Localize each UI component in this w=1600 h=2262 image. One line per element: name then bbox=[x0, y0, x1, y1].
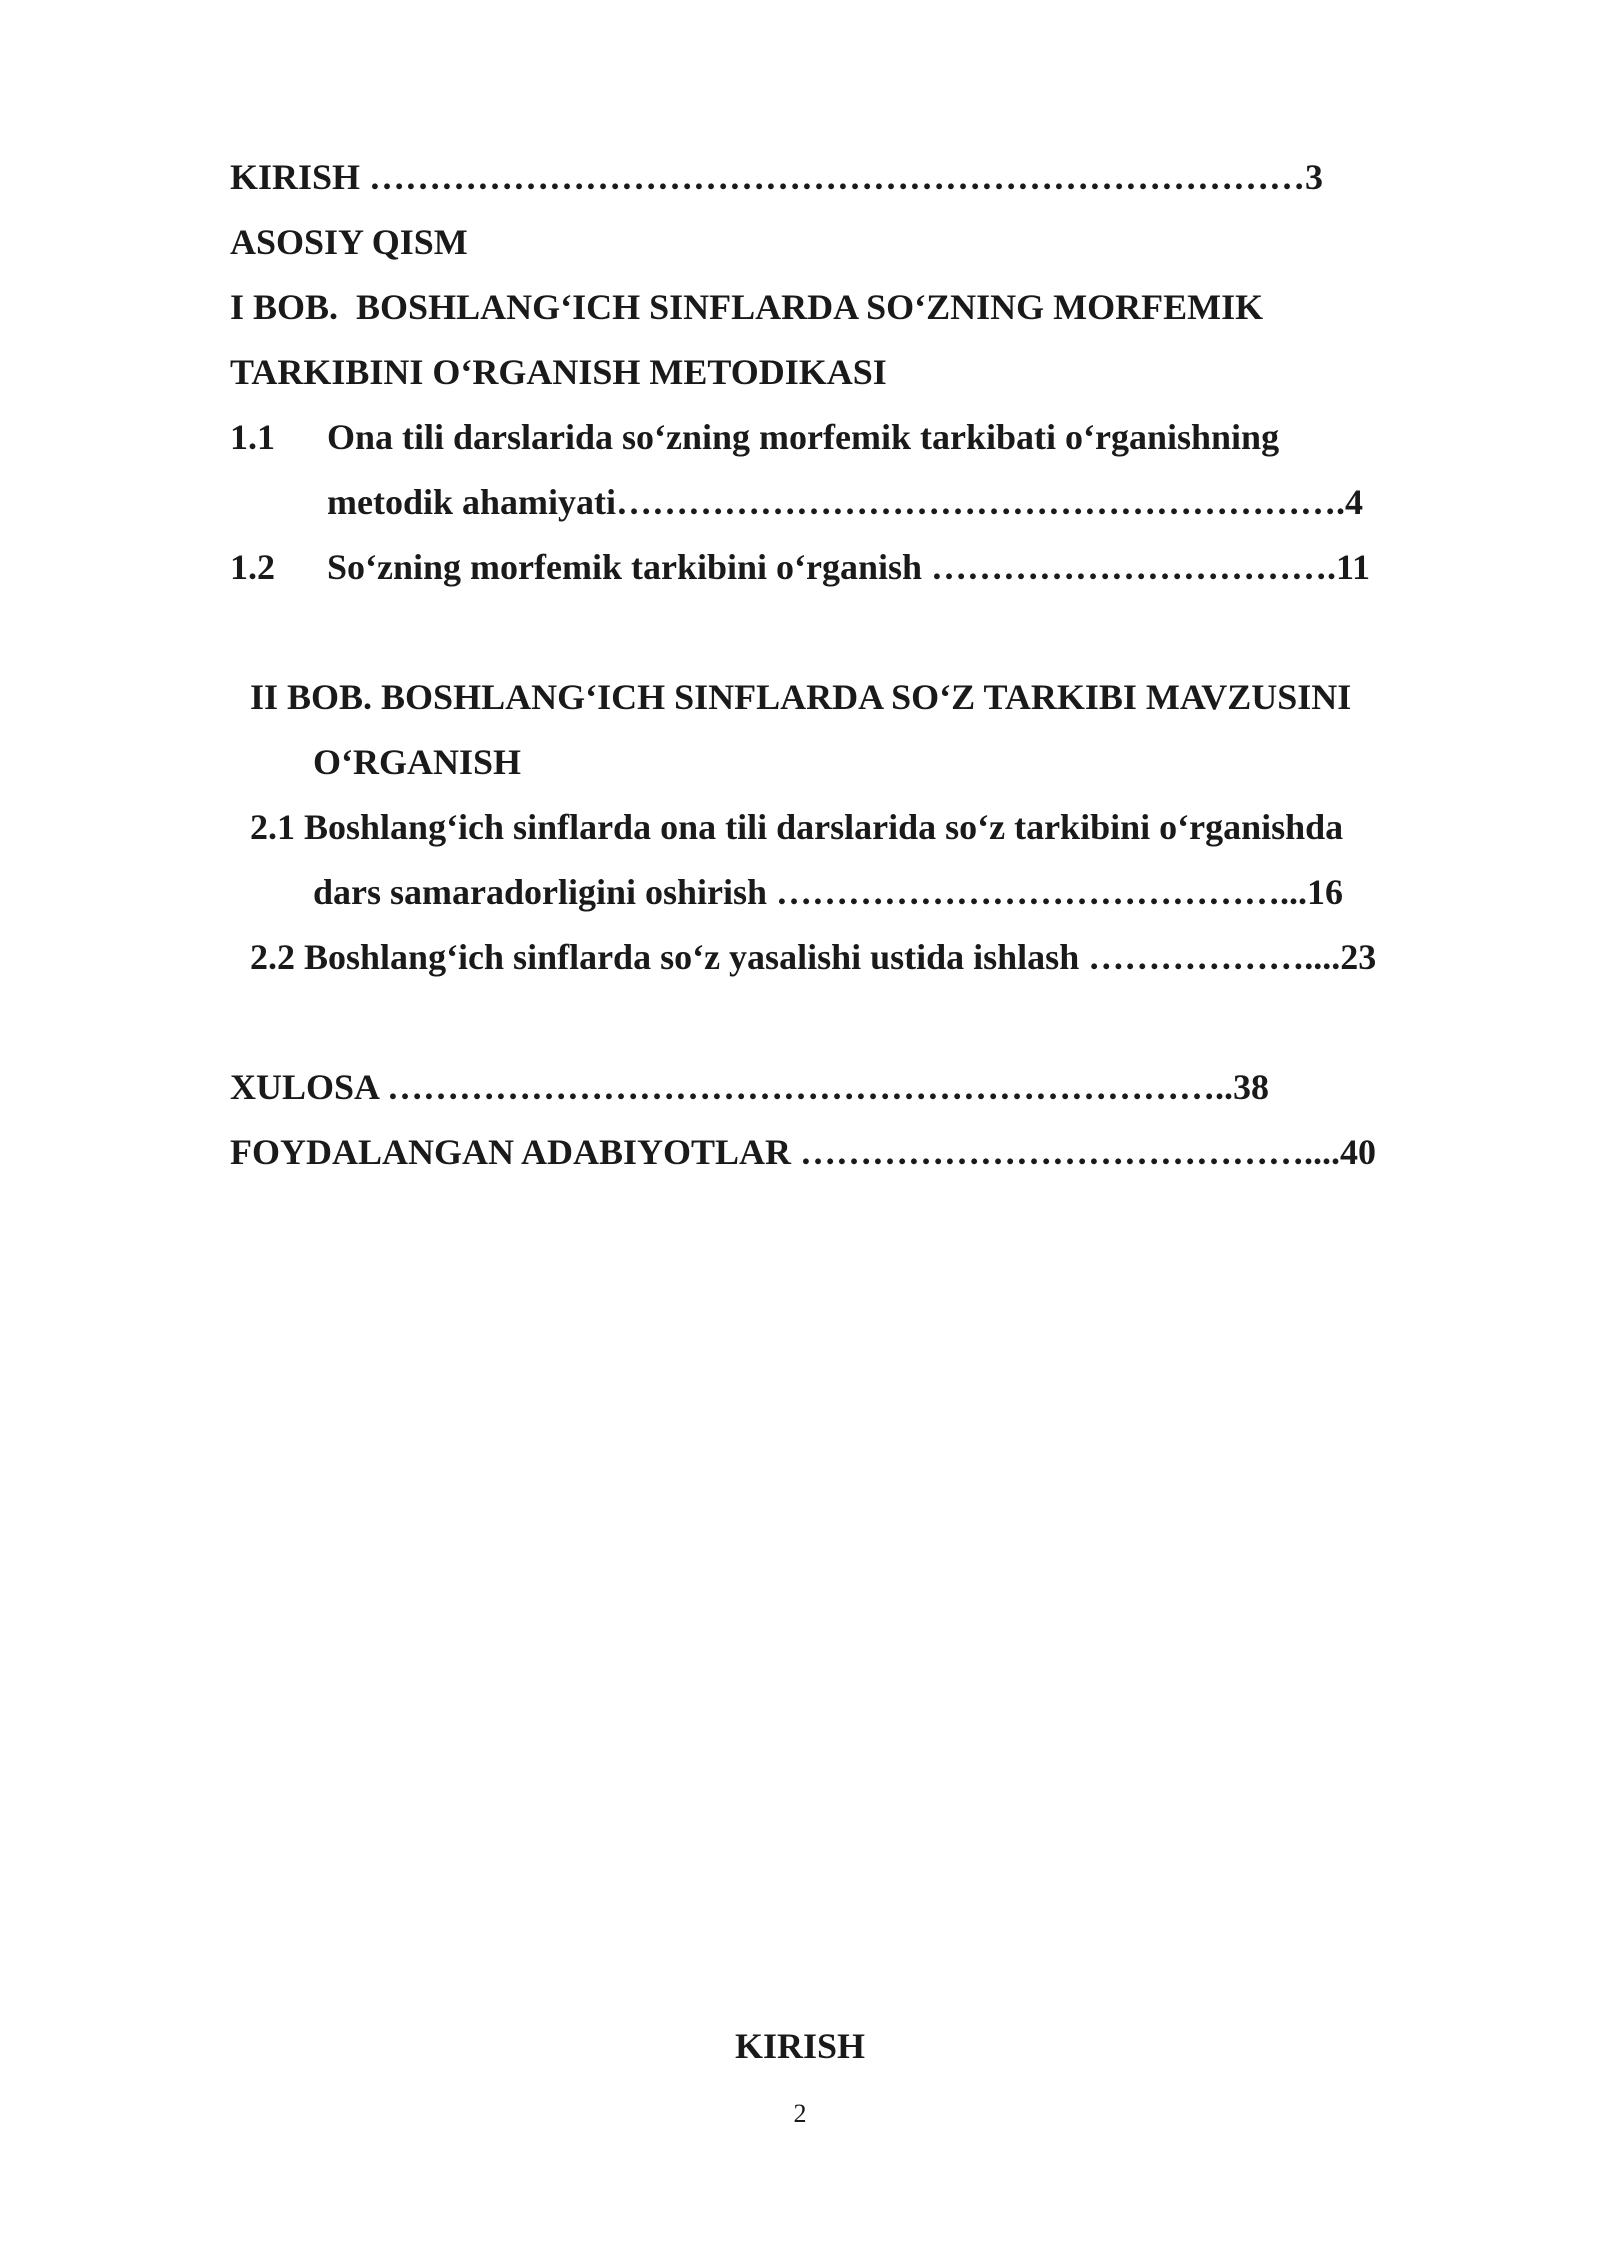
toc-chapter-1-title-line-1: I BOB. BOSHLANG‘ICH SINFLARDA SO‘ZNING MORFEMIK bbox=[230, 287, 1264, 327]
toc-section-2-1-title-line-2: dars samaradorligini oshirish ……………………………………...16 bbox=[313, 872, 1344, 912]
toc-section-1-1-number: 1.1 bbox=[230, 417, 275, 457]
toc-section-2-1-title-line-1: 2.1 Boshlang‘ich sinflarda ona tili darslarida so‘z tarkibini o‘rganishda bbox=[250, 807, 1344, 847]
toc-section-1-1-title-line-2: metodik ahamiyati…………………………………………………….4 bbox=[327, 482, 1364, 522]
toc-chapter-2-title-line-2: O‘RGANISH bbox=[313, 742, 522, 782]
toc-section-1-1-title-line-1: Ona tili darslarida so‘zning morfemik tarkibati o‘rganishning bbox=[327, 417, 1280, 457]
toc-chapter-2-title-line-1: II BOB. BOSHLANG‘ICH SINFLARDA SO‘Z TARKIBI MAVZUSINI bbox=[250, 677, 1352, 717]
toc-section-1-2-number: 1.2 bbox=[230, 547, 275, 587]
toc-entry-xulosa: XULOSA ……………………………………………………………..38 bbox=[230, 1067, 1270, 1107]
toc-chapter-1-title-line-2: TARKIBINI O‘RGANISH METODIKASI bbox=[230, 352, 887, 392]
toc-section-2-2-title: 2.2 Boshlang‘ich sinflarda so‘z yasalishi ustida ishlash ………………....23 bbox=[250, 937, 1377, 977]
next-section-heading: KIRISH bbox=[734, 2026, 866, 2066]
toc-section-1-2-title: So‘zning morfemik tarkibini o‘rganish …………………………….11 bbox=[327, 547, 1371, 587]
toc-entry-adabiyotlar: FOYDALANGAN ADABIYOTLAR ……………………………………....40 bbox=[230, 1132, 1377, 1172]
toc-entry-kirish: KIRISH ……………………………………………………………………3 bbox=[230, 157, 1324, 197]
page-number: 2 bbox=[793, 2099, 807, 2128]
toc-heading-asosiy-qism: ASOSIY QISM bbox=[230, 222, 468, 262]
